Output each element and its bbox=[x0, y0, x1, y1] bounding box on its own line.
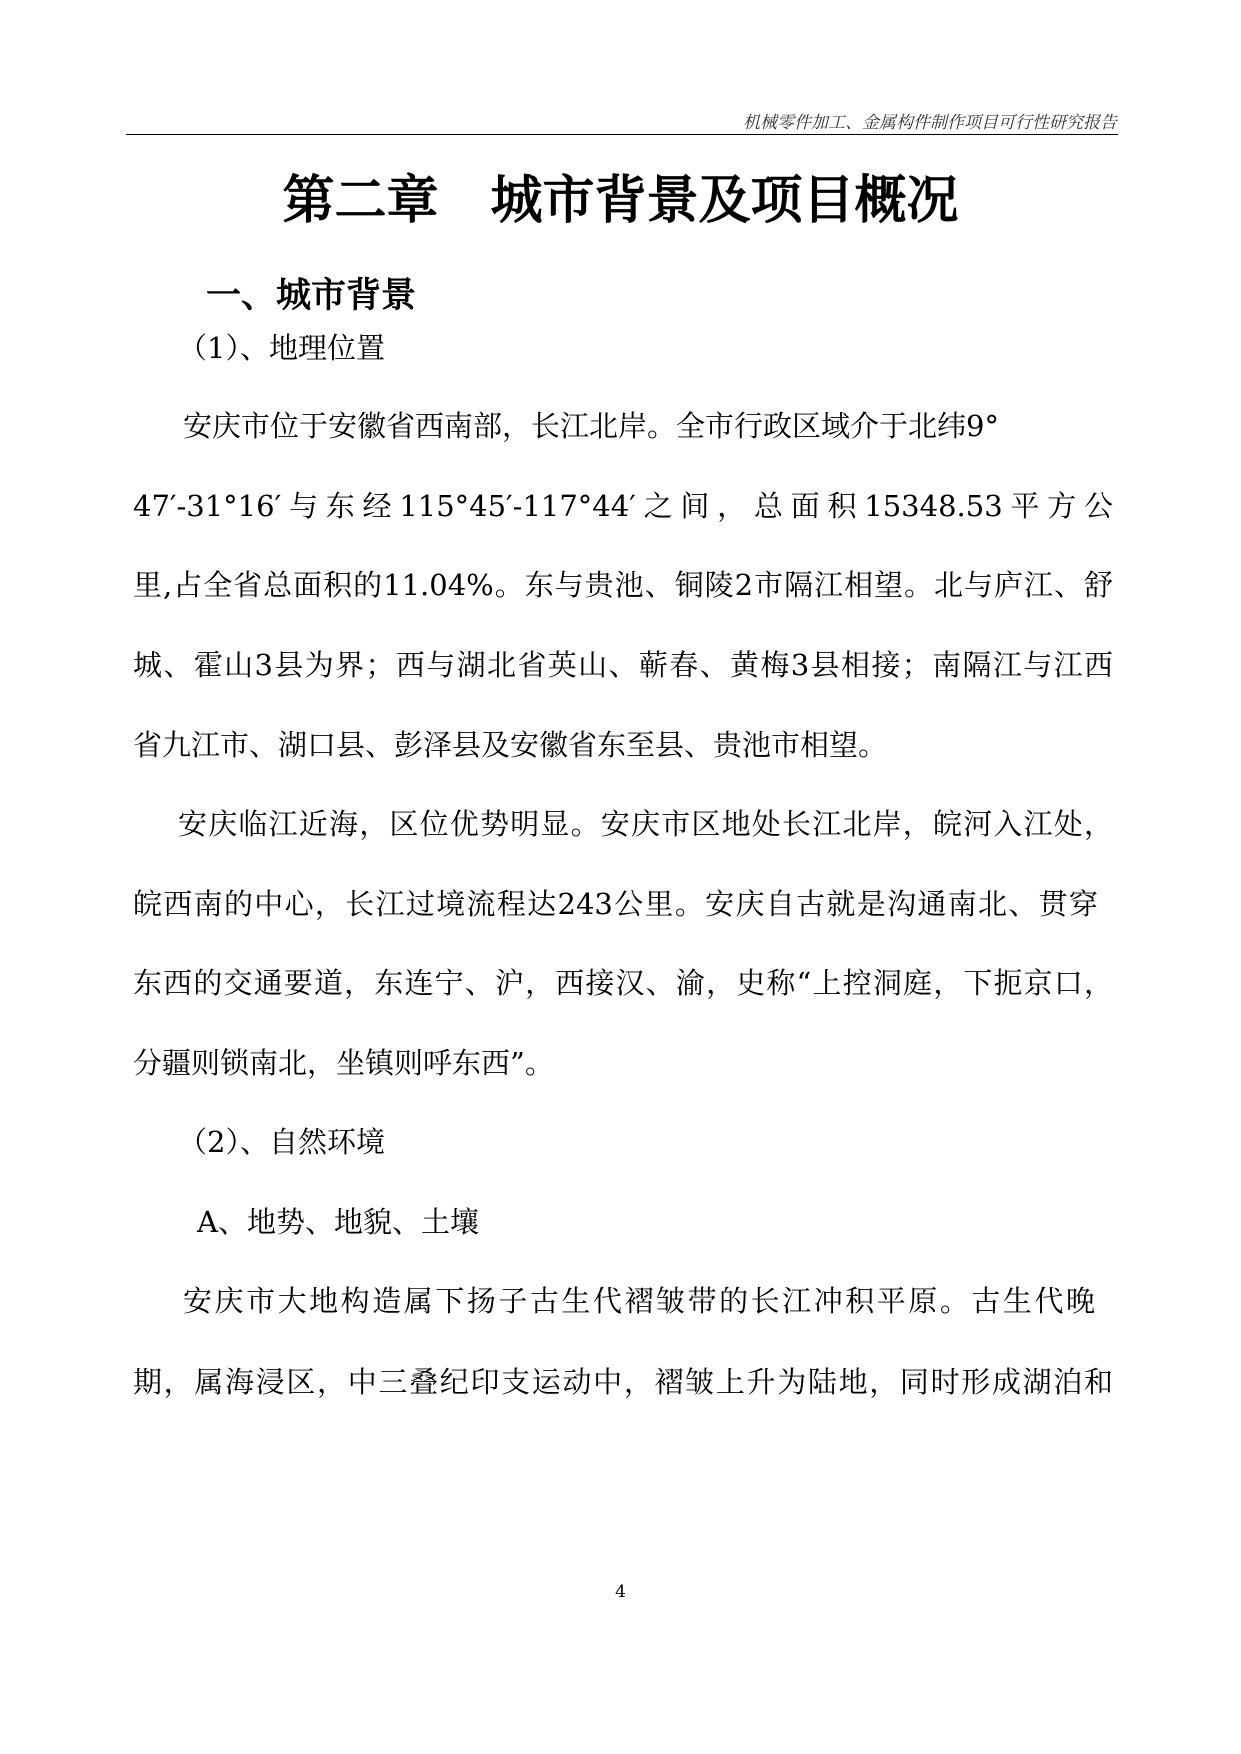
paragraph-line: 期，属海浸区，中三叠纪印支运动中，褶皱上升为陆地，同时形成湖泊和 bbox=[133, 1365, 1113, 1399]
report-title: 机械零件加工、金属构件制作项目可行性研究报告 bbox=[743, 113, 1117, 133]
paragraph-line: 分疆则锁南北，坐镇则呼东西”。 bbox=[133, 1046, 554, 1080]
subsection-heading: A、地势、地貌、土壤 bbox=[197, 1205, 479, 1239]
paragraph-line: 安庆临江近海，区位优势明显。安庆市区地处长江北岸，皖河入江处， bbox=[178, 807, 1113, 841]
subsection-heading: （2）、自然环境 bbox=[178, 1125, 385, 1159]
paragraph-line: 47′-31°16′与东经115°45′-117°44′之间，总面积15348.53平方公 bbox=[133, 489, 1113, 523]
paragraph-line: 城、霍山3县为界；西与湖北省英山、蕲春、黄梅3县相接；南隔江与江西 bbox=[133, 648, 1113, 682]
paragraph-line: 安庆市大地构造属下扬子古生代褶皱带的长江冲积平原。古生代晚 bbox=[183, 1284, 1095, 1318]
chapter-title: 第二章 城市背景及项目概况 bbox=[282, 171, 959, 231]
paragraph-line: 东西的交通要道，东连宁、沪，西接汉、渝，史称“上控洞庭，下扼京口， bbox=[133, 966, 1113, 1000]
paragraph-line: 皖西南的中心，长江过境流程达243公里。安庆自古就是沟通南北、贯穿 bbox=[133, 887, 1098, 921]
section-title: 一、城市背景 bbox=[206, 276, 417, 316]
paragraph-line: 里,占全省总面积的11.04%。东与贵池、铜陵2市隔江相望。北与庐江、舒 bbox=[133, 568, 1113, 602]
paragraph-line: 安庆市位于安徽省西南部，长江北岸。全市行政区域介于北纬9° bbox=[183, 409, 999, 443]
page-number: 4 bbox=[615, 1582, 626, 1602]
subsection-heading: （1）、地理位置 bbox=[178, 331, 385, 365]
paragraph-line: 省九江市、湖口县、彭泽县及安徽省东至县、贵池市相望。 bbox=[133, 728, 888, 762]
header-divider bbox=[126, 134, 1118, 135]
